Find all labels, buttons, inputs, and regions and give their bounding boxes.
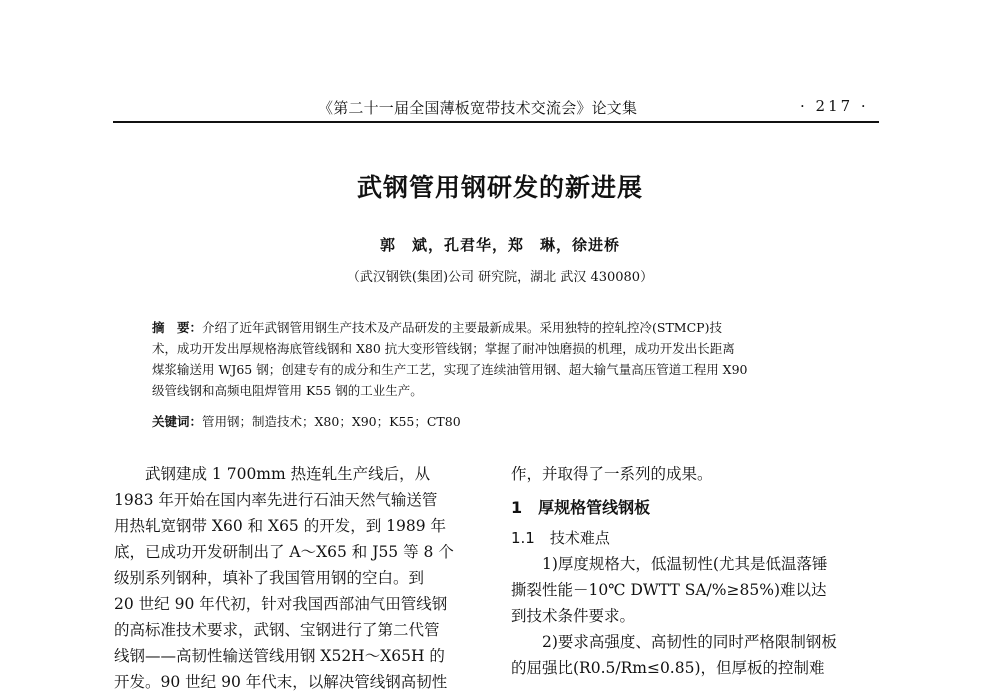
section-heading: 1 厚规格管线钢板 bbox=[511, 498, 651, 517]
page-number: · 217 · bbox=[800, 97, 869, 115]
abstract-line: 煤浆输送用 WJ65 钢；创建专有的成分和生产工艺，实现了连续油管用钢、超大输气量高压管道工程用 X90 bbox=[152, 362, 748, 377]
paragraph-line: 用热轧宽钢带 X60 和 X65 的开发，到 1989 年 bbox=[114, 517, 447, 535]
article-affiliation: （武汉钢铁(集团)公司 研究院，湖北 武汉 430080） bbox=[346, 270, 654, 285]
paragraph-line: 20 世纪 90 年代初，针对我国西部油气田管线钢 bbox=[114, 595, 448, 613]
paragraph-line: 1983 年开始在国内率先进行石油天然气输送管 bbox=[114, 491, 438, 509]
body-right-column bbox=[511, 461, 881, 681]
paragraph-line: 作，并取得了一系列的成果。 bbox=[511, 465, 713, 483]
header-rule bbox=[113, 121, 879, 123]
paragraph-line: 撕裂性能－10℃ DWTT SA/%≥85%)难以达 bbox=[511, 581, 827, 599]
article-title: 武钢管用钢研发的新进展 bbox=[356, 173, 643, 202]
keywords-text: 管用钢；制造技术；X80；X90；K55；CT80 bbox=[202, 414, 461, 429]
paragraph-line: 级别系列钢种，填补了我国管用钢的空白。到 bbox=[114, 569, 425, 587]
running-header-title: 《第二十一届全国薄板宽带技术交流会》论文集 bbox=[318, 99, 638, 117]
abstract-text: 介绍了近年武钢管用钢生产技术及产品研发的主要最新成果。采用独特的控轧控冷(STMCP)技 bbox=[202, 320, 722, 335]
article-authors: 郭 斌，孔君华，郑 琳，徐进桥 bbox=[379, 236, 620, 254]
abstract-label: 摘 要： bbox=[152, 320, 203, 335]
paragraph-line: 2)要求高强度、高韧性的同时严格限制钢板 bbox=[511, 633, 837, 651]
paragraph-line: 1)厚度规格大，低温韧性(尤其是低温落锤 bbox=[511, 555, 828, 573]
paragraph-line: 底，已成功开发研制出了 A～X65 和 J55 等 8 个 bbox=[114, 543, 454, 561]
abstract-line: 术，成功开发出厚规格海底管线钢和 X80 抗大变形管线钢；掌握了耐冲蚀磨损的机理，成功开发出长距离 bbox=[152, 341, 735, 356]
paragraph-line: 开发。90 世纪 90 年代末，以解决管线钢高韧性 bbox=[114, 673, 448, 691]
abstract-line bbox=[152, 317, 840, 338]
paragraph-line: 线钢——高韧性输送管线用钢 X52H～X65H 的 bbox=[114, 647, 445, 665]
paragraph-line: 武钢建成 1 700mm 热连轧生产线后，从 bbox=[114, 465, 431, 483]
paragraph-line: 的高标准技术要求，武钢、宝钢进行了第二代管 bbox=[114, 621, 440, 639]
paragraph-line: 的屈强比(R0.5/Rm≤0.85)，但厚板的控制难 bbox=[511, 659, 825, 677]
abstract bbox=[152, 317, 840, 401]
subsection-heading: 1.1 技术难点 bbox=[511, 529, 610, 547]
keywords bbox=[152, 412, 461, 430]
abstract-line: 级管线钢和高频电阻焊管用 K55 钢的工业生产。 bbox=[152, 383, 423, 398]
paragraph-line: 到技术条件要求。 bbox=[511, 607, 636, 625]
keywords-label: 关键词： bbox=[152, 414, 203, 429]
body-left-column bbox=[114, 461, 484, 695]
